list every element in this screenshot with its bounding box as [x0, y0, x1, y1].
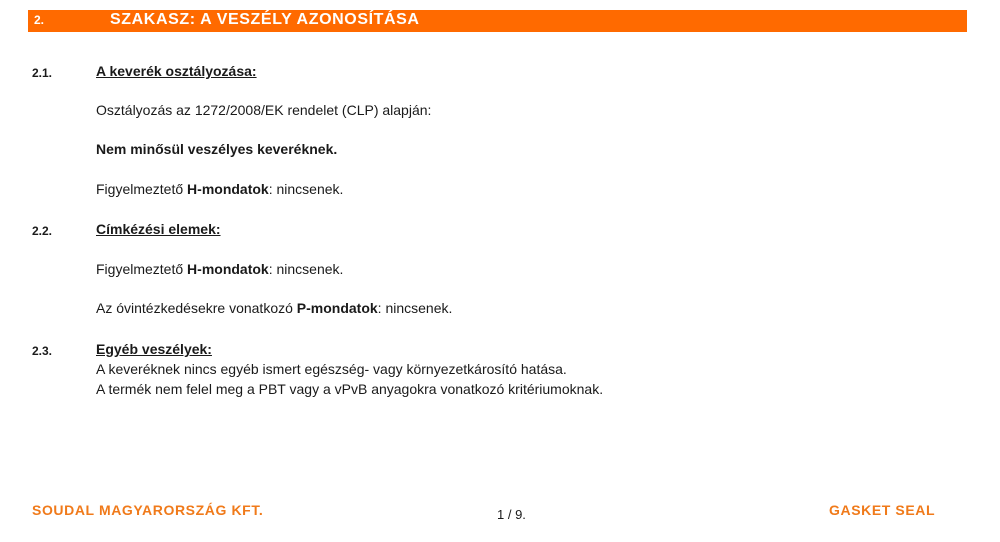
text: : nincsenek.: [268, 181, 344, 197]
section-title: SZAKASZ: A VESZÉLY AZONOSÍTÁSA: [110, 11, 420, 28]
p-statements-label: P-mondatok: [296, 300, 378, 316]
subsection-title-2-3: Egyéb veszélyek:: [96, 341, 212, 357]
text: Az óvintézkedésekre vonatkozó: [96, 300, 297, 316]
subsection-title-2-2: Címkézési elemek:: [96, 221, 221, 237]
subsection-number-2-2: 2.2.: [32, 224, 53, 238]
subsection-number-2-3: 2.3.: [32, 344, 53, 358]
p-statements-2-2: [96, 300, 452, 316]
h-statements-label: H-mondatok: [187, 261, 269, 277]
footer-page-number: 1 / 9.: [497, 507, 526, 522]
other-hazards-line-1: A keveréknek nincs egyéb ismert egészség- vagy környezetkárosító hatása.: [96, 361, 567, 377]
footer-product: GASKET SEAL: [829, 502, 936, 518]
h-statements-2-1: [96, 181, 343, 197]
h-statements-label: H-mondatok: [187, 181, 269, 197]
subsection-number-2-1: 2.1.: [32, 66, 53, 80]
subsection-title-2-1: A keverék osztályozása:: [96, 63, 257, 79]
text: Figyelmeztető: [96, 181, 188, 197]
text: : nincsenek.: [268, 261, 344, 277]
footer-company: SOUDAL MAGYARORSZÁG KFT.: [32, 502, 264, 518]
text: Figyelmeztető: [96, 261, 188, 277]
section-number: 2.: [34, 13, 45, 27]
other-hazards-line-2: A termék nem felel meg a PBT vagy a vPvB anyagokra vonatkozó kritériumoknak.: [96, 381, 604, 397]
h-statements-2-2: [96, 261, 343, 277]
classification-result: Nem minősül veszélyes keveréknek.: [96, 141, 338, 157]
text: : nincsenek.: [377, 300, 453, 316]
section-header-banner: [28, 10, 967, 32]
classification-basis: Osztályozás az 1272/2008/EK rendelet (CLP) alapján:: [96, 102, 432, 118]
